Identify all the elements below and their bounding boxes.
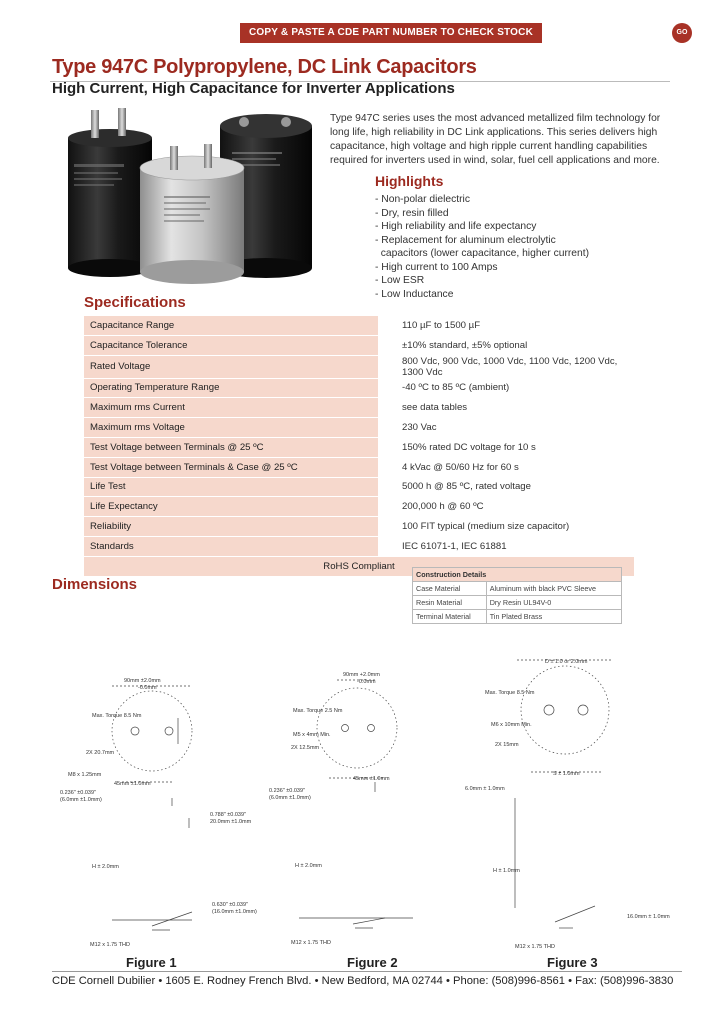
spec-label: Test Voltage between Terminals & Case @ 25 ºC	[84, 457, 378, 477]
spec-label: Life Test	[84, 477, 378, 497]
figure-2-caption: Figure 2	[347, 955, 398, 970]
fig2-term1b-label: (6.0mm ±1.0mm)	[269, 795, 311, 801]
fig3-term-label: 6.0mm ± 1.0mm	[465, 786, 505, 792]
table-row	[413, 568, 622, 582]
spec-label: Rated Voltage	[84, 355, 378, 378]
spec-value: 100 FIT typical (medium size capacitor)	[378, 517, 634, 537]
highlight-item: - Low ESR	[375, 275, 425, 286]
spec-value: 5000 h @ 85 ºC, rated voltage	[378, 477, 634, 497]
fig1-base2-label: (16.0mm ±1.0mm)	[212, 909, 257, 915]
spec-label: Life Expectancy	[84, 497, 378, 517]
spec-value: 230 Vac	[378, 418, 634, 438]
table-row	[84, 378, 634, 398]
highlight-item: capacitors (lower capacitance, higher current)	[375, 248, 590, 259]
specifications-heading: Specifications	[84, 294, 186, 311]
highlight-item: - Dry, resin filled	[375, 207, 449, 219]
table-row	[84, 418, 634, 438]
fig2-holes-label: 2X 12.5mm	[291, 745, 320, 751]
construction-value: Aluminum with black PVC Sleeve	[486, 582, 621, 596]
table-row	[84, 355, 634, 378]
spec-label: Reliability	[84, 517, 378, 537]
spec-value: 800 Vdc, 900 Vdc, 1000 Vdc, 1100 Vdc, 1200 Vdc, 1300 Vdc	[378, 355, 634, 378]
figure-1-caption: Figure 1	[126, 955, 177, 970]
fig2-torque-label: Max. Torque 2.5 Nm	[293, 708, 343, 714]
fig2-dia-label: 90mm +2.0mm	[343, 672, 380, 678]
fig1-term1-label: 0.236" ±0.039"	[60, 790, 96, 796]
fig3-dia-label: D ± 1.0 or 2.0mm	[545, 659, 588, 665]
figure-1-drawing	[52, 668, 272, 968]
spec-value: 110 µF to 1500 µF	[378, 316, 634, 335]
table-row	[84, 437, 634, 457]
fig1-term2-label: 0.788" ±0.039"	[210, 812, 246, 818]
fig3-torque-label: Max. Torque 8.5 Nm	[485, 690, 535, 696]
construction-label: Terminal Material	[413, 610, 487, 624]
fig2-thread-label: M12 x 1.75 THD	[291, 940, 331, 946]
spec-label: Maximum rms Current	[84, 398, 378, 418]
table-row	[84, 398, 634, 418]
fig1-spacing-label: 45mm ±1.0mm	[114, 781, 151, 787]
fig3-stud-label: M6 x 10mm Min.	[491, 722, 532, 728]
fig1-holes-label: 2X 20.7mm	[86, 750, 115, 756]
spec-value: 4 kVac @ 50/60 Hz for 60 s	[378, 457, 634, 477]
table-row	[413, 610, 622, 624]
fig2-height-label: H ± 2.0mm	[295, 863, 322, 869]
fig3-thread-label: M12 x 1.75 THD	[515, 944, 555, 950]
specifications-table	[84, 316, 634, 577]
spec-label: Operating Temperature Range	[84, 378, 378, 398]
capacitor-product-photo	[60, 104, 322, 294]
fig1-term1b-label: (6.0mm ±1.0mm)	[60, 797, 102, 803]
construction-value: Tin Plated Brass	[486, 610, 621, 624]
figure-3-caption: Figure 3	[547, 955, 598, 970]
fig1-term2b-label: 20.0mm ±1.0mm	[210, 819, 252, 825]
spec-label: Capacitance Tolerance	[84, 335, 378, 355]
spec-value: see data tables	[378, 398, 634, 418]
spec-label: Test Voltage between Terminals @ 25 ºC	[84, 437, 378, 457]
spec-label: Capacitance Range	[84, 316, 378, 335]
table-row	[84, 316, 634, 335]
construction-label: Resin Material	[413, 596, 487, 610]
intro-paragraph: Type 947C series uses the most advanced metallized film technology for long life, high reliability in DC Link applications. This series delivers high capacitance, high voltage and high ripple current handling capabilities required for inverters used in wind, solar, fuel cell applications and more.	[330, 113, 661, 166]
fig1-stud-label: M8 x 1.25mm	[68, 772, 102, 778]
construction-details-table	[412, 567, 622, 624]
spec-value: ±10% standard, ±5% optional	[378, 335, 634, 355]
highlight-item: - Replacement for aluminum electrolytic	[375, 234, 556, 246]
fig1-torque-label: Max. Torque 8.5 Nm	[92, 713, 142, 719]
figure-2-drawing	[265, 668, 440, 968]
table-row	[84, 457, 634, 477]
spec-label: Maximum rms Voltage	[84, 418, 378, 438]
spec-value: IEC 61071-1, IEC 61881	[378, 536, 634, 556]
highlight-item: - Low Inductance	[375, 288, 454, 300]
table-row	[413, 596, 622, 610]
page-title: Type 947C Polypropylene, DC Link Capacitors	[52, 56, 477, 78]
footer-contact: CDE Cornell Dubilier • 1605 E. Rodney French Blvd. • New Bedford, MA 02744 • Phone: (508)996-8561 • Fax: (508)996-3830	[52, 975, 674, 987]
spec-value: 200,000 h @ 60 ºC	[378, 497, 634, 517]
fig3-spacing-label: S ± 1.0mm	[553, 771, 580, 777]
table-row	[84, 536, 634, 556]
highlight-item: - High reliability and life expectancy	[375, 221, 537, 232]
page-subtitle: High Current, High Capacitance for Inverter Applications	[52, 80, 455, 97]
dimensions-heading: Dimensions	[52, 576, 138, 593]
fig1-height-label: H ± 2.0mm	[92, 864, 119, 870]
table-row	[84, 477, 634, 497]
fig2-term1-label: 0.236" ±0.039"	[269, 788, 305, 794]
construction-heading: Construction Details	[413, 568, 622, 582]
spec-value: 150% rated DC voltage for 10 s	[378, 437, 634, 457]
fig2-spacing-label: 45mm ±1.0mm	[353, 776, 390, 782]
fig1-dia-label: 90mm ±2.0mm	[124, 678, 161, 684]
highlights-heading: Highlights	[375, 173, 444, 189]
table-row	[84, 497, 634, 517]
fig3-height-label: H ± 1.0mm	[493, 868, 520, 874]
table-row	[413, 582, 622, 596]
highlights-list	[375, 193, 675, 301]
stock-check-banner[interactable]: COPY & PASTE A CDE PART NUMBER TO CHECK STOCK ONLINE:	[240, 23, 542, 43]
spec-value: -40 ºC to 85 ºC (ambient)	[378, 378, 634, 398]
fig2-stud-label: M5 x 4mm Min.	[293, 732, 331, 738]
fig2-dia-tol-label: -0.0mm	[357, 679, 376, 685]
rohs-compliant: RoHS Compliant	[84, 556, 634, 576]
highlight-item: - Non-polar dielectric	[375, 194, 470, 205]
construction-label: Case Material	[413, 582, 487, 596]
go-button[interactable]: GO	[672, 23, 692, 43]
figure-3-drawing	[455, 648, 680, 968]
fig3-holes-label: 2X 15mm	[495, 742, 519, 748]
fig3-base-label: 16.0mm ± 1.0mm	[627, 914, 670, 920]
construction-value: Dry Resin UL94V-0	[486, 596, 621, 610]
highlight-item: - High current to 100 Amps	[375, 261, 498, 273]
spec-label: Standards	[84, 536, 378, 556]
fig1-thread-label: M12 x 1.75 THD	[90, 942, 130, 948]
table-row	[84, 335, 634, 355]
footer-divider	[52, 971, 682, 972]
table-row	[84, 517, 634, 537]
fig1-dia-tol-label: -0.0mm	[138, 685, 157, 691]
fig1-base1-label: 0.630" ±0.039"	[212, 902, 248, 908]
